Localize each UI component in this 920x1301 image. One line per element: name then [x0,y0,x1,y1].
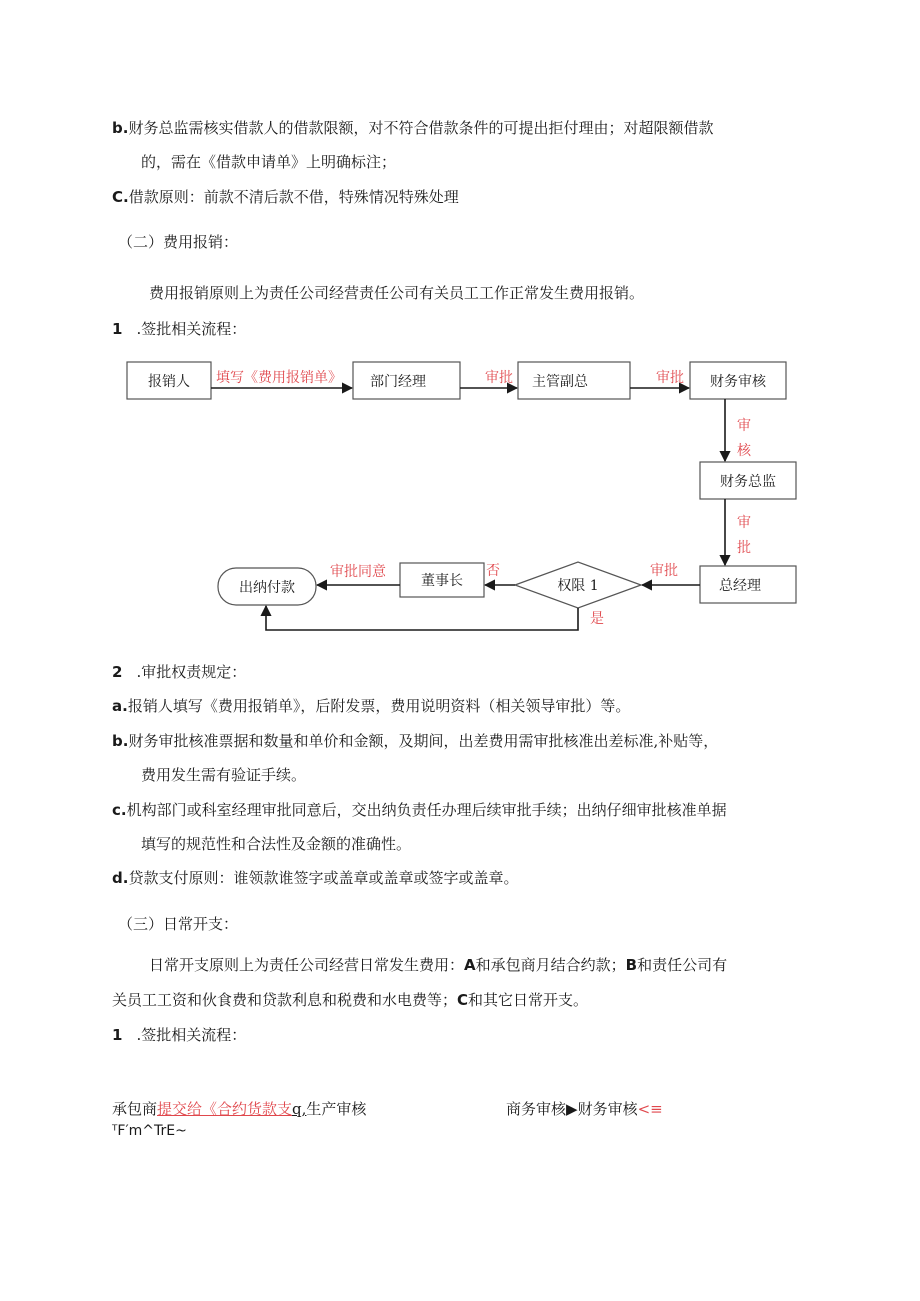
item-text: 财务审批核准票据和数量和单价和金额，及期间，出差费用需审批核准出差标准,补贴等， [128,732,719,750]
text-dept-manager: 部门经理 [370,374,426,390]
expense-item-d [112,868,518,888]
edge-no: 否 [486,563,500,579]
item-text: .审批权责规定： [136,663,247,681]
item-number: 2 [112,663,123,681]
flow-node-business-review: 商务审核 [506,1100,567,1118]
flow-node-production-review: 生产审核 [306,1100,367,1118]
daily-intro-line-2 [112,990,588,1010]
intro-text: 和其它日常开支。 [468,991,589,1009]
intro-text: 日常开支原则上为责任公司经营日常发生费用： [149,956,465,974]
intro-letter-a: A [464,956,476,974]
flow-arrow-garbled: <≡ [637,1100,663,1118]
daily-flow-line-2: ᵀF′m^TrE~ [112,1123,187,1139]
daily-flow-line-1-right [506,1099,663,1119]
edge-review-2: 核 [737,443,751,459]
edge-yes: 是 [590,611,604,627]
item-label: b. [112,119,129,137]
intro-letter-b: B [625,956,638,974]
intro-text: 和承包商月结合约款； [475,956,626,974]
daily-heading: （三）日常开支： [118,915,239,933]
edge-approve-3b: 批 [737,540,751,556]
item-text: 机构部门或科室经理审批同意后，交出纳负责任办理后续审批手续；出纳仔细审批核准单据 [126,801,727,819]
item-text: 借款原则：前款不清后款不借，特殊情况特殊处理 [128,188,459,206]
daily-item-1 [112,1025,246,1045]
item-number: 1 [112,320,123,338]
item-label: b. [112,732,129,750]
edge-approve-4: 审批 [650,563,678,579]
intro-text: 关员工工资和伙食费和贷款利息和税费和水电费等； [112,991,458,1009]
expense-item-b-cont: 费用发生需有验证手续。 [141,766,307,784]
intro-letter-c: C [457,991,469,1009]
flow-edge-submit: 提交给《合约货款支 [157,1100,293,1118]
text-finance-review: 财务审核 [710,374,766,390]
expense-heading: （二）费用报销： [118,233,239,251]
expense-intro: 费用报销原则上为责任公司经营责任公司有关员工工作正常发生费用报销。 [149,284,645,302]
text-authority: 权限 1 [557,578,599,594]
text-general-manager: 总经理 [719,578,761,594]
daily-flow-line-1-left [112,1099,366,1119]
flow-arrow-icon: ▶ [566,1100,578,1118]
item-label: a. [112,697,128,715]
flow-node-finance-review: 财务审核 [577,1100,638,1118]
item-text: .签批相关流程： [136,320,247,338]
flow-garbled: q, [292,1100,307,1118]
item-text: 贷款支付原则：谁领款谁签字或盖章或盖章或签字或盖章。 [128,869,519,887]
edge-agree: 审批同意 [330,564,386,580]
expense-item-c-cont: 填写的规范性和合法性及金额的准确性。 [141,835,412,853]
item-label: C. [112,188,129,206]
expense-item-c [112,800,727,820]
edge-approve-2: 审批 [656,370,684,386]
item-text: 报销人填写《费用报销单》，后附发票，费用说明资料（相关领导审批）等。 [127,697,631,715]
item-label: c. [112,801,127,819]
text-cashier: 出纳付款 [239,580,295,596]
item-text: .签批相关流程： [136,1026,247,1044]
edge-approve-1: 审批 [485,370,513,386]
text-chairman: 董事长 [421,573,463,589]
item-label: d. [112,869,129,887]
edge-fill-form: 填写《费用报销单》 [216,370,342,386]
item-number: 1 [112,1026,123,1044]
flow-node-contractor: 承包商 [112,1100,158,1118]
loan-item-b-cont: 的，需在《借款申请单》上明确标注； [141,153,397,171]
edge-approve-3a: 审 [737,515,751,531]
expense-item-2 [112,662,246,682]
item-text: 财务总监需核实借款人的借款限额，对不符合借款条件的可提出拒付理由；对超限额借款 [128,119,714,137]
intro-text: 和责任公司有 [637,956,728,974]
expense-item-a [112,696,630,716]
text-applicant: 报销人 [148,374,190,390]
expense-item-b [112,731,718,751]
daily-intro-line-1 [149,955,727,975]
edge-review-1: 审 [737,418,751,434]
arrow-authority-cashier [266,606,578,630]
text-finance-director: 财务总监 [720,474,776,490]
text-vp: 主管副总 [532,374,588,390]
